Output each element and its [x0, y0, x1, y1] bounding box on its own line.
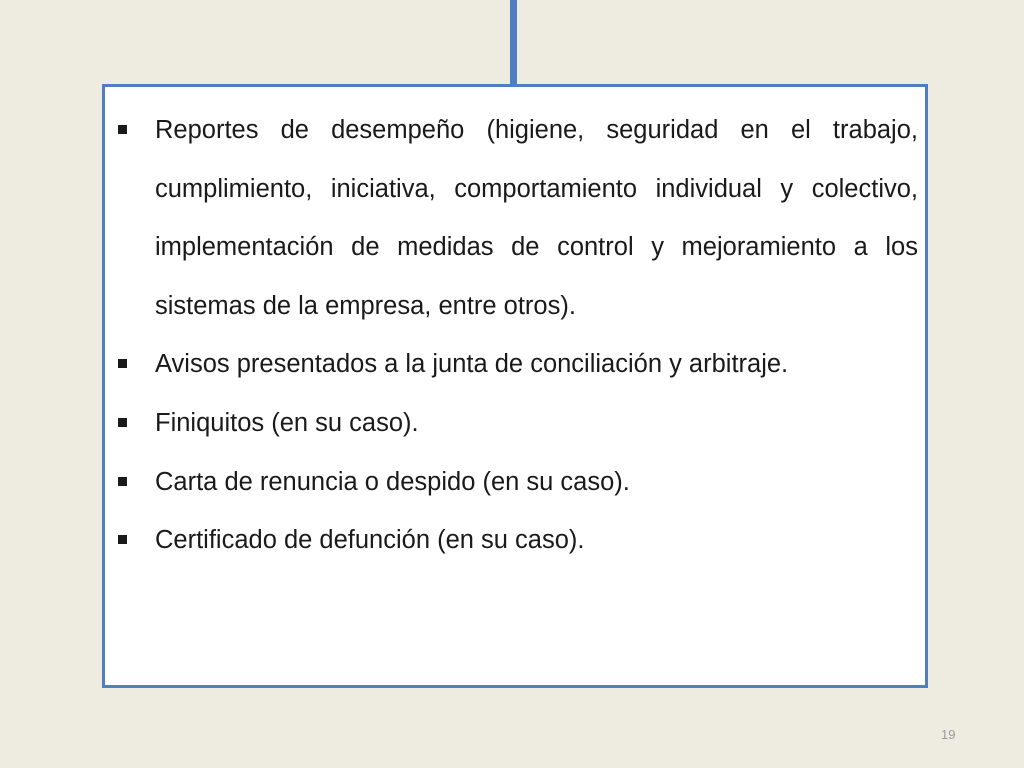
page-number: 19	[941, 727, 956, 742]
bullet-item	[105, 394, 918, 453]
connector-line	[510, 0, 517, 86]
square-bullet-icon	[118, 125, 127, 134]
square-bullet-icon	[118, 418, 127, 427]
content-box	[102, 84, 928, 688]
bullet-item	[105, 453, 918, 512]
square-bullet-icon	[118, 535, 127, 544]
bullet-item	[105, 335, 918, 394]
bullet-text: Reportes de desempeño (higiene, seguridad en el trabajo, cumplimiento, iniciativa, comportamiento individual y colectivo, implementación de medidas de control y mejoramiento a los sistemas de la empresa, entre otros).	[155, 116, 918, 320]
bullet-list	[105, 87, 925, 570]
bullet-text: Finiquitos (en su caso).	[155, 408, 419, 437]
bullet-text: Certificado de defunción (en su caso).	[155, 526, 585, 555]
square-bullet-icon	[118, 477, 127, 486]
bullet-item	[105, 511, 918, 570]
bullet-text: Carta de renuncia o despido (en su caso).	[155, 467, 630, 496]
square-bullet-icon	[118, 359, 127, 368]
bullet-item	[105, 101, 918, 335]
bullet-text: Avisos presentados a la junta de conciliación y arbitraje.	[155, 350, 789, 379]
